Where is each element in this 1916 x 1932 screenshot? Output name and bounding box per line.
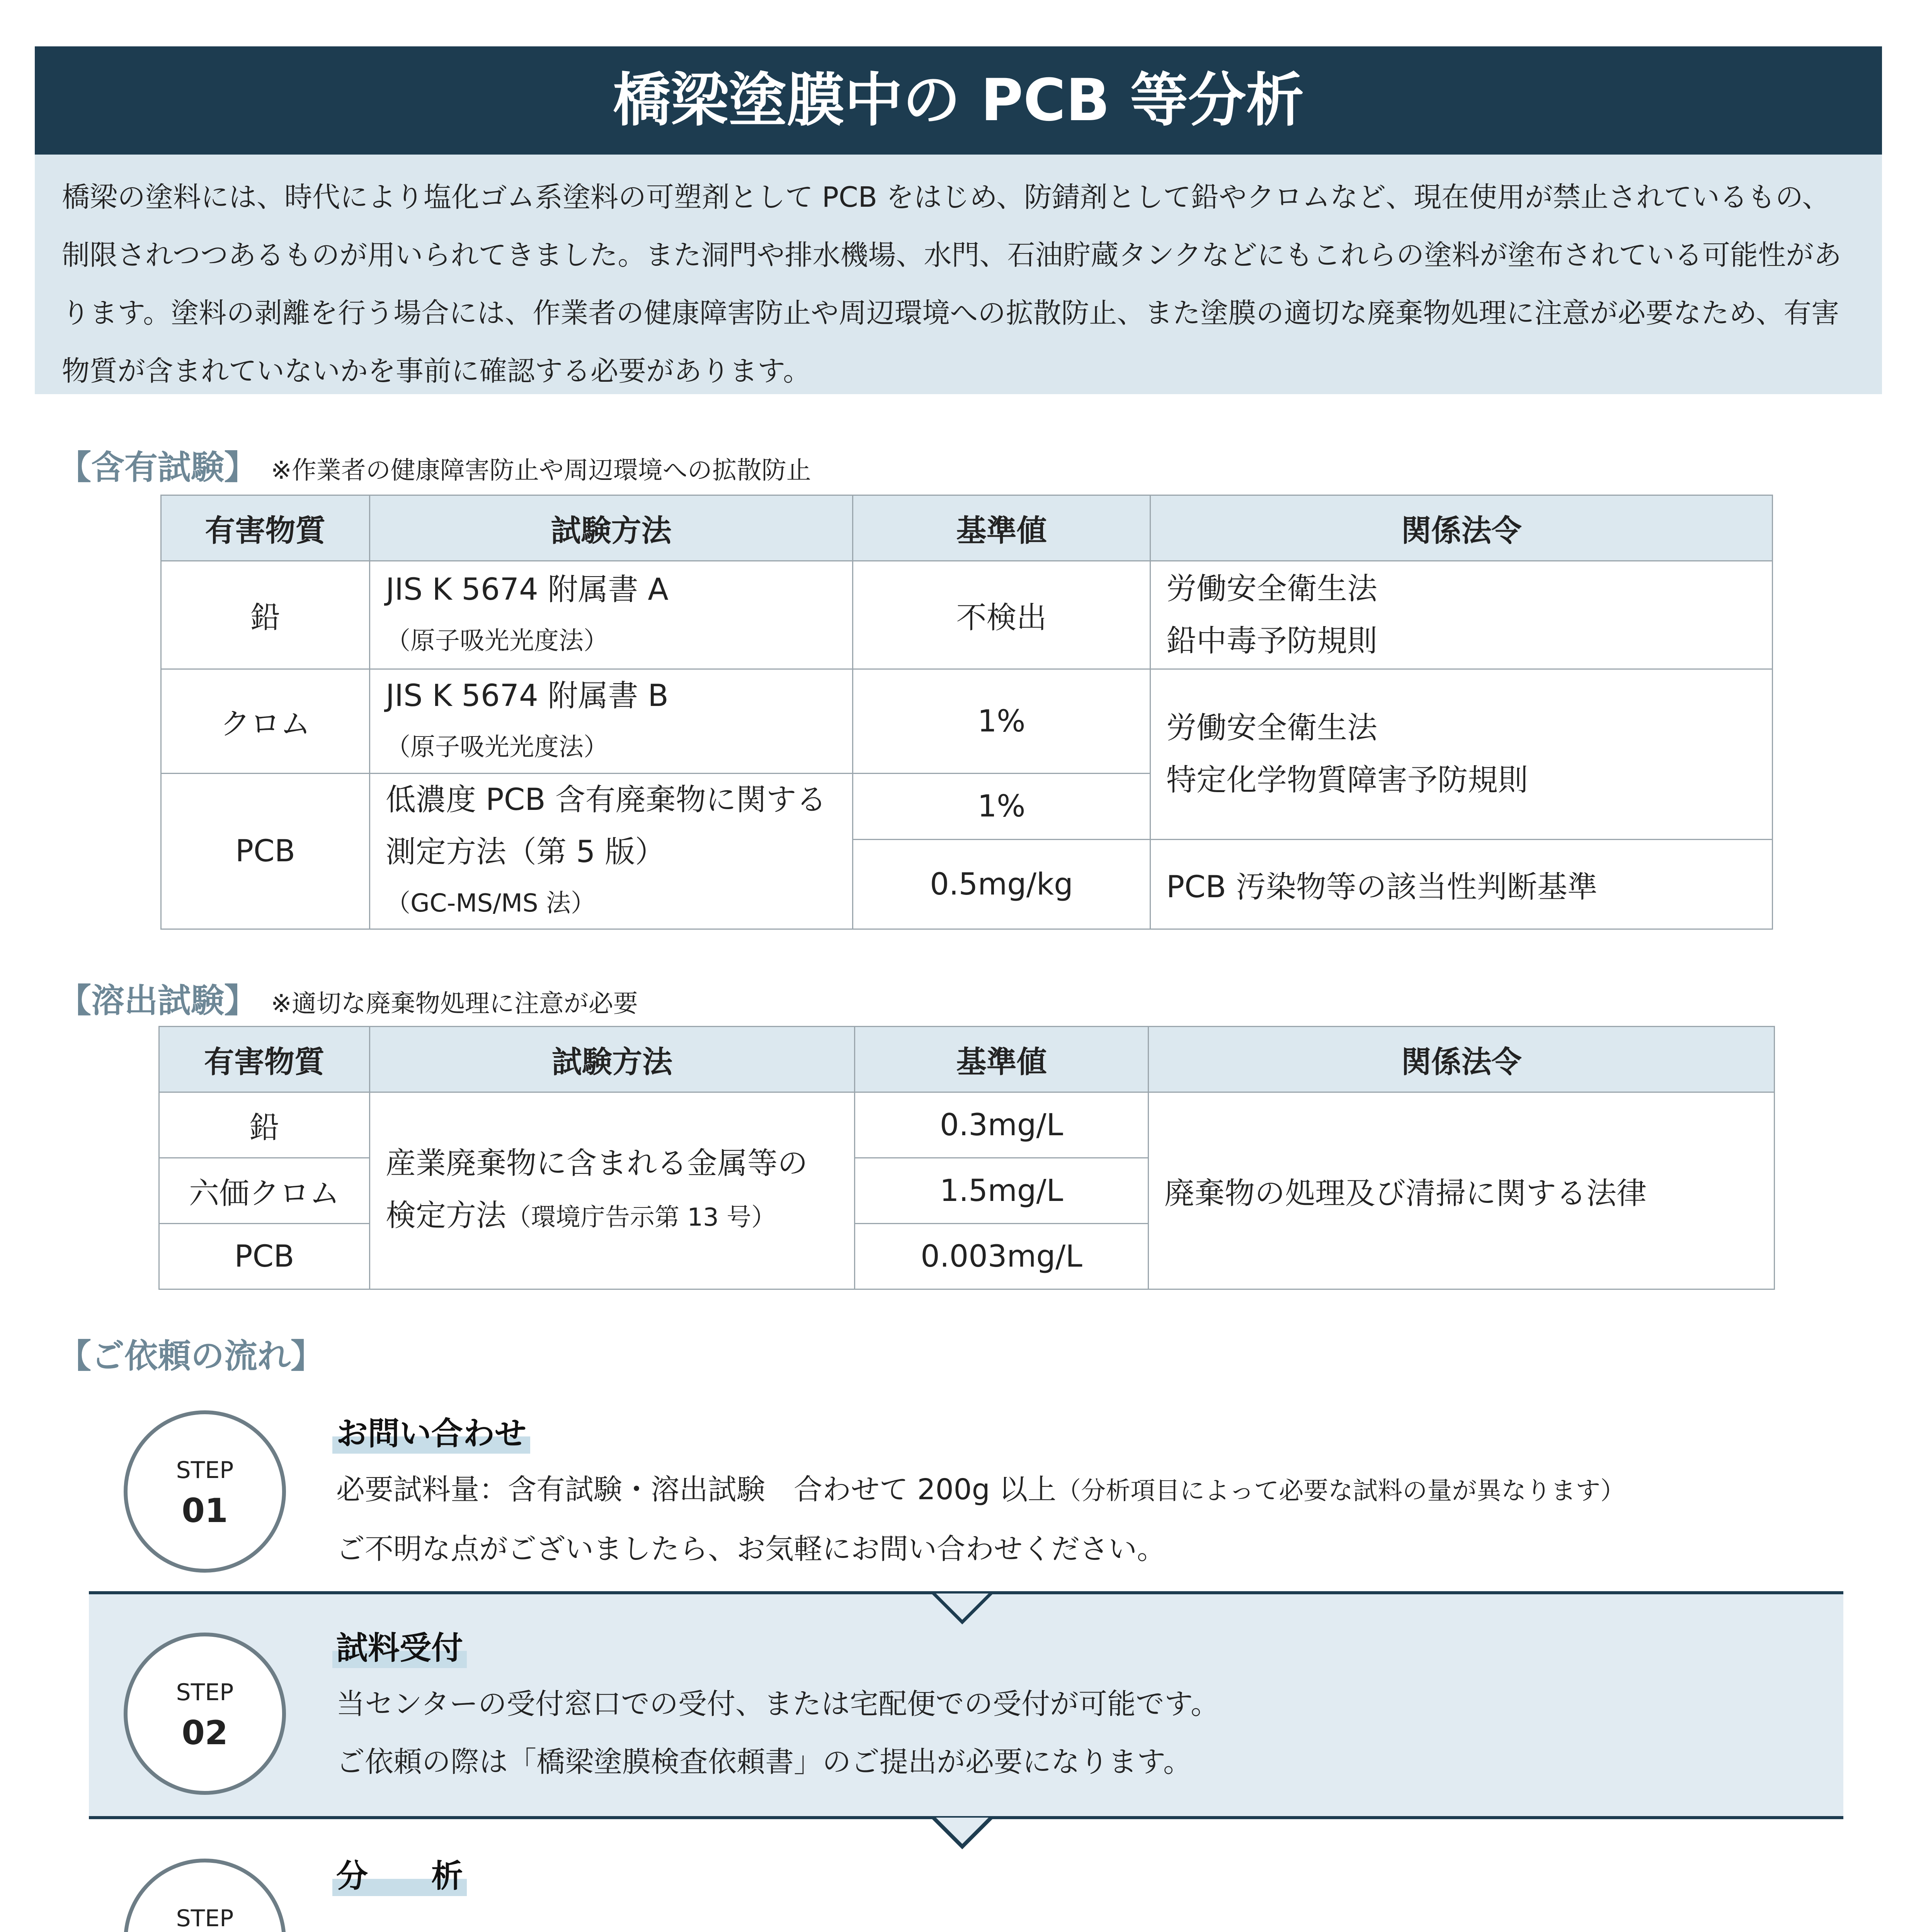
law-cell <box>1150 669 1773 840</box>
substance-cell: クロム <box>161 669 370 774</box>
method-sub-text: （原子吸光光度法） <box>386 627 608 655</box>
substance-cell: 鉛 <box>161 561 370 669</box>
step-01-line1 <box>336 1461 1824 1520</box>
intro-text: 橋梁の塗料には、時代により塩化ゴム系塗料の可塑剤として PCB をはじめ、防錆剤として鉛やクロムなど、現在使用が禁止されているもの、制限されつつあるものが用いられてきました。また洞門や排水機場、水門、石油貯蔵タンクなどにもこれらの塗料が塗布されている可能性があります。塗料の剥離を行う場合には、作業者の健康障害防止や周辺環境への拡散防止、また塗膜の適切な廃棄物処理に注意が必要なため、有害物質が含まれていないかを事前に確認する必要があります。 <box>35 155 1882 394</box>
value-cell: 0.003mg/L <box>855 1224 1149 1289</box>
header-method: 試験方法 <box>370 495 853 561</box>
separator-notch-inner <box>936 1594 989 1620</box>
value-cell: 1% <box>853 669 1150 774</box>
header-law: 関係法令 <box>1149 1027 1775 1092</box>
method-text: JIS K 5674 附属書 A <box>386 572 669 607</box>
table-row <box>161 561 1773 669</box>
step-02-body <box>336 1675 1824 1791</box>
step-01-badge <box>124 1410 286 1573</box>
elution-test-section <box>58 974 638 1022</box>
method-cell <box>370 774 853 929</box>
header-value: 基準値 <box>853 495 1150 561</box>
step-number: 01 <box>182 1492 228 1530</box>
value-cell: 不検出 <box>853 561 1150 669</box>
step-02-line2: ご依頼の際は「橋梁塗膜検査依頼書」のご提出が必要になります。 <box>336 1745 1192 1779</box>
step-02-badge <box>124 1633 286 1795</box>
step-03-title: 分 析 <box>332 1851 467 1896</box>
method-sub-text: （GC-MS/MS 法） <box>386 889 596 918</box>
content-test-section <box>58 440 811 488</box>
page-title: 橋梁塗膜中の PCB 等分析 <box>35 46 1882 155</box>
step-text-sub: （分析項目によって必要な試料の量が異なります） <box>1056 1477 1625 1505</box>
value-cell: 0.5mg/kg <box>853 840 1150 929</box>
law-text: 労働安全衛生法 <box>1166 711 1378 746</box>
elution-test-note: ※適切な廃棄物処理に注意が必要 <box>271 990 638 1018</box>
substance-cell: 六価クロム <box>159 1158 370 1224</box>
header-method: 試験方法 <box>370 1027 855 1092</box>
step-word: STEP <box>176 1905 234 1932</box>
elution-test-table <box>158 1026 1775 1290</box>
value-cell: 1.5mg/L <box>855 1158 1149 1224</box>
value-cell: 1% <box>853 774 1150 840</box>
method-text <box>386 1190 839 1244</box>
method-text: 産業廃棄物に含まれる金属等の <box>386 1146 808 1181</box>
header-substance: 有害物質 <box>159 1027 370 1092</box>
substance-cell: PCB <box>159 1224 370 1289</box>
step-number: 02 <box>182 1714 228 1752</box>
substance-cell: 鉛 <box>159 1092 370 1158</box>
method-sub-text: （環境庁告示第 13 号） <box>506 1203 776 1232</box>
table-row <box>161 669 1773 774</box>
substance-cell: PCB <box>161 774 370 929</box>
law-cell: 廃棄物の処理及び清掃に関する法律 <box>1149 1092 1775 1289</box>
law-cell <box>1150 561 1773 669</box>
law-cell: PCB 汚染物等の該当性判断基準 <box>1150 840 1773 929</box>
header-substance: 有害物質 <box>161 495 370 561</box>
law-text: 鉛中毒予防規則 <box>1166 623 1378 658</box>
content-test-heading: 【含有試験】 <box>58 448 257 487</box>
method-text-main: 検定方法 <box>386 1198 507 1233</box>
table-header-row <box>159 1027 1775 1092</box>
step-01-body <box>336 1461 1824 1578</box>
step-word: STEP <box>176 1679 234 1706</box>
method-text: JIS K 5674 附属書 B <box>386 679 669 713</box>
separator-notch-inner <box>936 1818 989 1844</box>
step-text: 必要試料量：含有試験・溶出試験 合わせて 200g 以上 <box>336 1473 1057 1506</box>
content-test-table <box>160 495 1773 930</box>
method-text: 測定方法（第 5 版） <box>386 835 665 869</box>
method-cell <box>370 669 853 774</box>
method-text: 低濃度 PCB 含有廃棄物に関する <box>386 782 827 817</box>
elution-test-heading: 【溶出試験】 <box>58 981 257 1020</box>
law-text: 労働安全衛生法 <box>1166 571 1378 606</box>
content-test-note: ※作業者の健康障害防止や周辺環境への拡散防止 <box>271 456 811 485</box>
header-law: 関係法令 <box>1150 495 1773 561</box>
law-text: 特定化学物質障害予防規則 <box>1166 763 1528 798</box>
step-01-title: お問い合わせ <box>332 1408 530 1454</box>
step-03-badge <box>124 1859 286 1932</box>
method-cell <box>370 561 853 669</box>
method-cell <box>370 1092 855 1289</box>
step-01-line2: ご不明な点がございましたら、お気軽にお問い合わせください。 <box>336 1532 1166 1566</box>
step-02-line1: 当センターの受付窓口での受付、または宅配便での受付が可能です。 <box>336 1687 1220 1721</box>
step-word: STEP <box>176 1457 234 1484</box>
table-row <box>159 1092 1775 1158</box>
table-header-row <box>161 495 1773 561</box>
method-sub-text: （原子吸光光度法） <box>386 733 608 762</box>
value-cell: 0.3mg/L <box>855 1092 1149 1158</box>
flow-heading: 【ご依頼の流れ】 <box>58 1337 324 1376</box>
step-02-title: 試料受付 <box>332 1623 467 1668</box>
header-value: 基準値 <box>855 1027 1149 1092</box>
